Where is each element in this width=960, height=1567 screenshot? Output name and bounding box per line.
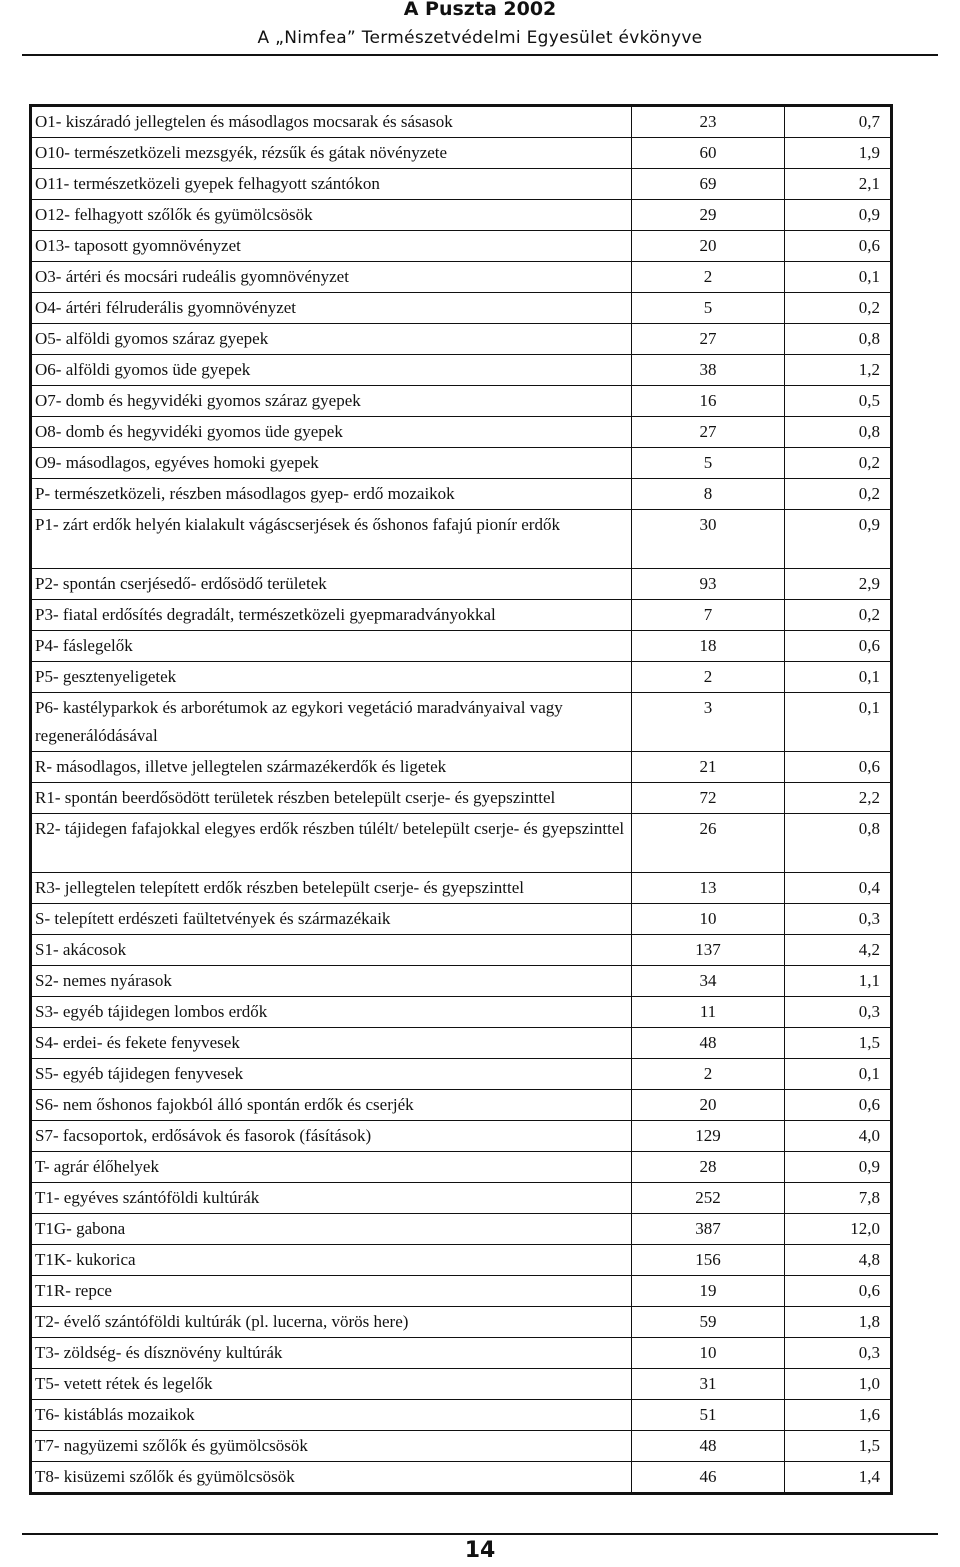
table-row <box>32 1121 891 1152</box>
percent-cell: 0,1 <box>785 262 891 293</box>
percent-cell: 12,0 <box>785 1214 891 1245</box>
percent-cell: 0,3 <box>785 904 891 935</box>
table-row <box>32 448 891 479</box>
table-row <box>32 693 891 752</box>
patch-count-cell: 34 <box>632 966 785 997</box>
table-row <box>32 200 891 231</box>
percent-cell: 0,4 <box>785 873 891 904</box>
table-row <box>32 1462 891 1493</box>
percent-cell: 0,6 <box>785 231 891 262</box>
patch-count-cell: 252 <box>632 1183 785 1214</box>
percent-cell: 0,9 <box>785 510 891 569</box>
patch-count-cell: 20 <box>632 1090 785 1121</box>
percent-cell: 0,6 <box>785 752 891 783</box>
habitat-name-cell: S5- egyéb tájidegen fenyvesek <box>32 1059 632 1090</box>
patch-count-cell: 7 <box>632 600 785 631</box>
patch-count-cell: 28 <box>632 1152 785 1183</box>
patch-count-cell: 18 <box>632 631 785 662</box>
percent-cell: 1,2 <box>785 355 891 386</box>
habitat-name-cell: T6- kistáblás mozaikok <box>32 1400 632 1431</box>
patch-count-cell: 69 <box>632 169 785 200</box>
patch-count-cell: 16 <box>632 386 785 417</box>
patch-count-cell: 93 <box>632 569 785 600</box>
percent-cell: 0,1 <box>785 1059 891 1090</box>
habitat-name-cell: S2- nemes nyárasok <box>32 966 632 997</box>
habitat-name-cell: P4- fáslegelők <box>32 631 632 662</box>
percent-cell: 0,6 <box>785 1276 891 1307</box>
table-row <box>32 814 891 873</box>
patch-count-cell: 3 <box>632 693 785 752</box>
percent-cell: 2,2 <box>785 783 891 814</box>
habitat-name-cell: P3- fiatal erdősítés degradált, természetközeli gyepmaradványokkal <box>32 600 632 631</box>
table-row <box>32 1369 891 1400</box>
patch-count-cell: 2 <box>632 662 785 693</box>
patch-count-cell: 156 <box>632 1245 785 1276</box>
table-row <box>32 1307 891 1338</box>
table-row <box>32 169 891 200</box>
percent-cell: 0,2 <box>785 448 891 479</box>
habitat-name-cell: T3- zöldség- és dísznövény kultúrák <box>32 1338 632 1369</box>
page-header <box>0 0 960 58</box>
patch-count-cell: 26 <box>632 814 785 873</box>
patch-count-cell: 13 <box>632 873 785 904</box>
percent-cell: 4,2 <box>785 935 891 966</box>
patch-count-cell: 11 <box>632 997 785 1028</box>
journal-subtitle: A „Nimfea” Természetvédelmi Egyesület évkönyve <box>257 28 703 48</box>
percent-cell: 0,3 <box>785 997 891 1028</box>
table-row <box>32 293 891 324</box>
habitat-name-cell: R3- jellegtelen telepített erdők részben betelepült cserje- és gyepszinttel <box>32 873 632 904</box>
table-row <box>32 107 891 138</box>
table-row <box>32 935 891 966</box>
patch-count-cell: 2 <box>632 262 785 293</box>
percent-cell: 0,9 <box>785 200 891 231</box>
habitat-name-cell: S7- facsoportok, erdősávok és fasorok (fásítások) <box>32 1121 632 1152</box>
patch-count-cell: 5 <box>632 293 785 324</box>
percent-cell: 1,6 <box>785 1400 891 1431</box>
table-row <box>32 873 891 904</box>
percent-cell: 0,1 <box>785 693 891 752</box>
table-row <box>32 1090 891 1121</box>
habitat-name-cell: T1- egyéves szántóföldi kultúrák <box>32 1183 632 1214</box>
table-row <box>32 138 891 169</box>
percent-cell: 0,3 <box>785 1338 891 1369</box>
patch-count-cell: 5 <box>632 448 785 479</box>
percent-cell: 0,8 <box>785 814 891 873</box>
patch-count-cell: 48 <box>632 1028 785 1059</box>
habitat-name-cell: T1K- kukorica <box>32 1245 632 1276</box>
table-row <box>32 510 891 569</box>
table-row <box>32 386 891 417</box>
habitat-name-cell: T8- kisüzemi szőlők és gyümölcsösök <box>32 1462 632 1493</box>
patch-count-cell: 8 <box>632 479 785 510</box>
patch-count-cell: 2 <box>632 1059 785 1090</box>
percent-cell: 0,5 <box>785 386 891 417</box>
habitat-name-cell: O3- ártéri és mocsári rudeális gyomnövényzet <box>32 262 632 293</box>
habitat-name-cell: T- agrár élőhelyek <box>32 1152 632 1183</box>
patch-count-cell: 19 <box>632 1276 785 1307</box>
table-row <box>32 1276 891 1307</box>
percent-cell: 0,8 <box>785 324 891 355</box>
table-row <box>32 1245 891 1276</box>
patch-count-cell: 29 <box>632 200 785 231</box>
habitat-name-cell: R1- spontán beerdősödött területek részben betelepült cserje- és gyepszinttel <box>32 783 632 814</box>
percent-cell: 0,6 <box>785 1090 891 1121</box>
journal-title: A Puszta 2002 <box>403 0 557 20</box>
table-row <box>32 355 891 386</box>
percent-cell: 2,1 <box>785 169 891 200</box>
patch-count-cell: 10 <box>632 904 785 935</box>
percent-cell: 1,4 <box>785 1462 891 1493</box>
table-row <box>32 1059 891 1090</box>
footer-divider <box>22 1533 938 1535</box>
habitat-name-cell: O7- domb és hegyvidéki gyomos száraz gyepek <box>32 386 632 417</box>
patch-count-cell: 129 <box>632 1121 785 1152</box>
patch-count-cell: 72 <box>632 783 785 814</box>
patch-count-cell: 60 <box>632 138 785 169</box>
patch-count-cell: 31 <box>632 1369 785 1400</box>
habitat-name-cell: T7- nagyüzemi szőlők és gyümölcsösök <box>32 1431 632 1462</box>
table-row <box>32 752 891 783</box>
percent-cell: 0,6 <box>785 631 891 662</box>
habitat-name-cell: O12- felhagyott szőlők és gyümölcsösök <box>32 200 632 231</box>
patch-count-cell: 10 <box>632 1338 785 1369</box>
percent-cell: 0,7 <box>785 107 891 138</box>
patch-count-cell: 21 <box>632 752 785 783</box>
percent-cell: 1,1 <box>785 966 891 997</box>
patch-count-cell: 38 <box>632 355 785 386</box>
patch-count-cell: 387 <box>632 1214 785 1245</box>
habitat-name-cell: P6- kastélyparkok és arborétumok az egykori vegetáció maradványaival vagy regenerálódásával <box>32 693 632 752</box>
habitat-name-cell: S- telepített erdészeti faültetvények és származékaik <box>32 904 632 935</box>
table-row <box>32 1152 891 1183</box>
habitat-name-cell: S3- egyéb tájidegen lombos erdők <box>32 997 632 1028</box>
table-row <box>32 997 891 1028</box>
table-row <box>32 324 891 355</box>
percent-cell: 2,9 <box>785 569 891 600</box>
habitat-name-cell: R2- tájidegen fafajokkal elegyes erdők részben túlélt/ betelepült cserje- és gyepszinttel <box>32 814 632 873</box>
habitat-name-cell: O1- kiszáradó jellegtelen és másodlagos mocsarak és sásasok <box>32 107 632 138</box>
habitat-name-cell: R- másodlagos, illetve jellegtelen származékerdők és ligetek <box>32 752 632 783</box>
table-row <box>32 966 891 997</box>
habitat-table <box>29 104 893 1495</box>
table-row <box>32 1338 891 1369</box>
habitat-name-cell: T1R- repce <box>32 1276 632 1307</box>
patch-count-cell: 23 <box>632 107 785 138</box>
patch-count-cell: 51 <box>632 1400 785 1431</box>
patch-count-cell: 30 <box>632 510 785 569</box>
header-divider <box>22 54 938 56</box>
table-row <box>32 569 891 600</box>
patch-count-cell: 27 <box>632 324 785 355</box>
table-row <box>32 231 891 262</box>
habitat-name-cell: S6- nem őshonos fajokból álló spontán erdők és cserjék <box>32 1090 632 1121</box>
table-row <box>32 417 891 448</box>
patch-count-cell: 27 <box>632 417 785 448</box>
patch-count-cell: 59 <box>632 1307 785 1338</box>
table-row <box>32 1028 891 1059</box>
table-row <box>32 600 891 631</box>
table-row <box>32 783 891 814</box>
percent-cell: 4,0 <box>785 1121 891 1152</box>
habitat-name-cell: T2- évelő szántóföldi kultúrák (pl. lucerna, vörös here) <box>32 1307 632 1338</box>
table-row <box>32 1400 891 1431</box>
habitat-name-cell: O9- másodlagos, egyéves homoki gyepek <box>32 448 632 479</box>
percent-cell: 0,9 <box>785 1152 891 1183</box>
table-row <box>32 479 891 510</box>
habitat-name-cell: O13- taposott gyomnövényzet <box>32 231 632 262</box>
table-row <box>32 631 891 662</box>
percent-cell: 0,2 <box>785 293 891 324</box>
habitat-name-cell: O6- alföldi gyomos üde gyepek <box>32 355 632 386</box>
percent-cell: 0,2 <box>785 479 891 510</box>
habitat-name-cell: T5- vetett rétek és legelők <box>32 1369 632 1400</box>
percent-cell: 7,8 <box>785 1183 891 1214</box>
table-row <box>32 1183 891 1214</box>
percent-cell: 1,5 <box>785 1028 891 1059</box>
habitat-name-cell: O4- ártéri félruderális gyomnövényzet <box>32 293 632 324</box>
percent-cell: 0,2 <box>785 600 891 631</box>
habitat-name-cell: O10- természetközeli mezsgyék, rézsűk és gátak növényzete <box>32 138 632 169</box>
habitat-name-cell: S1- akácosok <box>32 935 632 966</box>
patch-count-cell: 48 <box>632 1431 785 1462</box>
percent-cell: 1,0 <box>785 1369 891 1400</box>
page-number: 14 <box>464 1538 496 1563</box>
percent-cell: 1,9 <box>785 138 891 169</box>
habitat-name-cell: O11- természetközeli gyepek felhagyott szántókon <box>32 169 632 200</box>
table-row <box>32 1431 891 1462</box>
habitat-name-cell: S4- erdei- és fekete fenyvesek <box>32 1028 632 1059</box>
habitat-name-cell: P1- zárt erdők helyén kialakult vágáscserjések és őshonos fafajú pionír erdők <box>32 510 632 569</box>
percent-cell: 4,8 <box>785 1245 891 1276</box>
percent-cell: 0,8 <box>785 417 891 448</box>
patch-count-cell: 20 <box>632 231 785 262</box>
habitat-name-cell: O8- domb és hegyvidéki gyomos üde gyepek <box>32 417 632 448</box>
habitat-name-cell: O5- alföldi gyomos száraz gyepek <box>32 324 632 355</box>
habitat-name-cell: P2- spontán cserjésedő- erdősödő területek <box>32 569 632 600</box>
percent-cell: 1,8 <box>785 1307 891 1338</box>
table-row <box>32 662 891 693</box>
patch-count-cell: 137 <box>632 935 785 966</box>
habitat-table-body <box>32 107 891 1493</box>
percent-cell: 1,5 <box>785 1431 891 1462</box>
table-row <box>32 1214 891 1245</box>
habitat-name-cell: T1G- gabona <box>32 1214 632 1245</box>
patch-count-cell: 46 <box>632 1462 785 1493</box>
percent-cell: 0,1 <box>785 662 891 693</box>
table-row <box>32 262 891 293</box>
table-row <box>32 904 891 935</box>
habitat-name-cell: P5- gesztenyeligetek <box>32 662 632 693</box>
habitat-name-cell: P- természetközeli, részben másodlagos gyep- erdő mozaikok <box>32 479 632 510</box>
